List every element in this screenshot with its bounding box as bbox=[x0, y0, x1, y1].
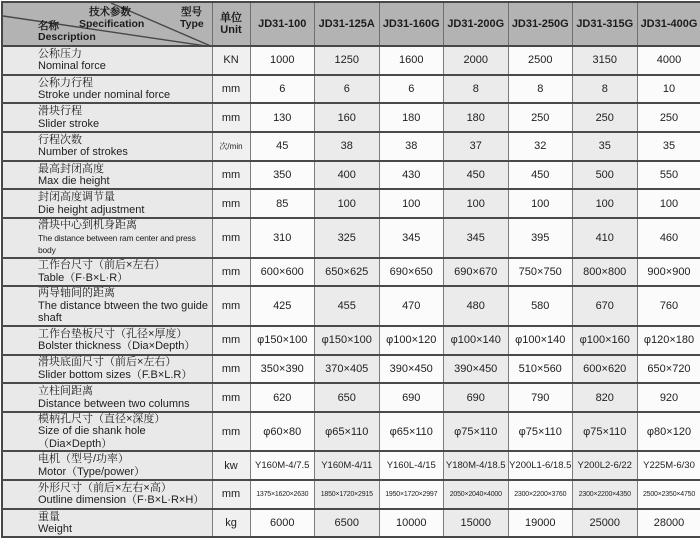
value-cell: 400 bbox=[315, 161, 380, 190]
value-cell: 250 bbox=[508, 103, 573, 132]
value-cell: 650×625 bbox=[315, 258, 380, 287]
value-cell: φ65×110 bbox=[379, 412, 444, 452]
value-cell: 1850×1720×2915 bbox=[315, 480, 380, 509]
row-label-cn: 滑块中心到机身距离 bbox=[38, 219, 137, 232]
model-header-5: JD31-250G bbox=[508, 2, 573, 46]
row-label-en: Slider stroke bbox=[38, 117, 100, 130]
value-cell: φ100×160 bbox=[573, 326, 638, 355]
value-cell: φ75×110 bbox=[444, 412, 509, 452]
value-cell: 390×450 bbox=[444, 355, 509, 384]
value-cell: 45 bbox=[250, 132, 315, 161]
value-cell: 6 bbox=[315, 75, 380, 104]
table-row bbox=[2, 258, 700, 287]
value-cell: 100 bbox=[508, 189, 573, 218]
value-cell: 650 bbox=[315, 383, 380, 412]
value-cell: 100 bbox=[637, 189, 700, 218]
row-label bbox=[2, 451, 212, 480]
value-cell: Y200L1-6/18.5 bbox=[508, 451, 573, 480]
value-cell: 430 bbox=[379, 161, 444, 190]
row-label-cn: 工作台尺寸（前后×左右） bbox=[38, 259, 166, 272]
value-cell: 2500 bbox=[508, 46, 573, 75]
row-label-en: Distance between two columns bbox=[38, 397, 190, 410]
value-cell: 690 bbox=[379, 383, 444, 412]
value-cell: 6000 bbox=[250, 509, 315, 538]
row-label bbox=[2, 480, 212, 509]
value-cell: 410 bbox=[573, 218, 638, 258]
table-row bbox=[2, 355, 700, 384]
row-label-cn: 封闭高度调节量 bbox=[38, 191, 115, 204]
value-cell: 670 bbox=[573, 286, 638, 326]
value-cell: 180 bbox=[379, 103, 444, 132]
row-unit: mm bbox=[212, 355, 250, 384]
value-cell: 450 bbox=[508, 161, 573, 190]
value-cell: Y160M-4/11 bbox=[315, 451, 380, 480]
row-label-cn: 重量 bbox=[38, 510, 60, 523]
value-cell: 10000 bbox=[379, 509, 444, 538]
corner-name-cn: 名称 bbox=[38, 20, 59, 32]
row-label-cn: 工作台垫板尺寸（孔径×厚度） bbox=[38, 327, 188, 340]
corner-header-cell bbox=[2, 2, 212, 46]
value-cell: 500 bbox=[573, 161, 638, 190]
row-label-en: The distance btween the two guide shaft bbox=[38, 299, 209, 325]
row-label bbox=[2, 509, 212, 538]
corner-name-en: Description bbox=[38, 31, 96, 43]
value-cell: 800×800 bbox=[573, 258, 638, 287]
value-cell: 350 bbox=[250, 161, 315, 190]
value-cell: 250 bbox=[637, 103, 700, 132]
row-unit: mm bbox=[212, 286, 250, 326]
value-cell: 8 bbox=[508, 75, 573, 104]
value-cell: 650×720 bbox=[637, 355, 700, 384]
value-cell: 1950×1720×2997 bbox=[379, 480, 444, 509]
row-unit: mm bbox=[212, 480, 250, 509]
value-cell: 820 bbox=[573, 383, 638, 412]
value-cell: 425 bbox=[250, 286, 315, 326]
table-row bbox=[2, 75, 700, 104]
model-header-2: JD31-125A bbox=[315, 2, 380, 46]
row-label bbox=[2, 75, 212, 104]
value-cell: 345 bbox=[444, 218, 509, 258]
table-row bbox=[2, 326, 700, 355]
table-row bbox=[2, 412, 700, 452]
value-cell: 350×390 bbox=[250, 355, 315, 384]
corner-type-en: Type bbox=[180, 18, 204, 30]
row-label-en: Max die height bbox=[38, 175, 110, 188]
value-cell: 19000 bbox=[508, 509, 573, 538]
value-cell: φ75×110 bbox=[508, 412, 573, 452]
row-label-cn: 立柱间距离 bbox=[38, 385, 93, 398]
model-header-6: JD31-315G bbox=[573, 2, 638, 46]
row-unit: kw bbox=[212, 451, 250, 480]
value-cell: 600×620 bbox=[573, 355, 638, 384]
table-row bbox=[2, 383, 700, 412]
value-cell: 390×450 bbox=[379, 355, 444, 384]
row-label-cn: 电机（型号/功率） bbox=[38, 453, 130, 466]
value-cell: 470 bbox=[379, 286, 444, 326]
row-label-en: The distance between ram center and press body bbox=[38, 232, 196, 256]
table-row bbox=[2, 480, 700, 509]
value-cell: 100 bbox=[315, 189, 380, 218]
header-row bbox=[2, 2, 700, 46]
row-label-cn: 公称力行程 bbox=[38, 76, 93, 89]
value-cell: 3150 bbox=[573, 46, 638, 75]
value-cell: 100 bbox=[444, 189, 509, 218]
value-cell: 8 bbox=[573, 75, 638, 104]
value-cell: 38 bbox=[379, 132, 444, 161]
row-label-cn: 两导轴间的距离 bbox=[38, 287, 115, 300]
row-label bbox=[2, 412, 212, 452]
row-unit: mm bbox=[212, 103, 250, 132]
value-cell: Y180M-4/18.5 bbox=[444, 451, 509, 480]
value-cell: 900×900 bbox=[637, 258, 700, 287]
value-cell: 180 bbox=[444, 103, 509, 132]
value-cell: 10 bbox=[637, 75, 700, 104]
table-row bbox=[2, 509, 700, 538]
value-cell: 345 bbox=[379, 218, 444, 258]
value-cell: 790 bbox=[508, 383, 573, 412]
value-cell: 1250 bbox=[315, 46, 380, 75]
value-cell: 6 bbox=[250, 75, 315, 104]
value-cell: 25000 bbox=[573, 509, 638, 538]
row-unit: kg bbox=[212, 509, 250, 538]
value-cell: 310 bbox=[250, 218, 315, 258]
value-cell: 460 bbox=[637, 218, 700, 258]
value-cell: φ150×100 bbox=[250, 326, 315, 355]
row-unit: mm bbox=[212, 326, 250, 355]
row-unit: 次/min bbox=[212, 132, 250, 161]
value-cell: 450 bbox=[444, 161, 509, 190]
row-label bbox=[2, 286, 212, 326]
value-cell: 1600 bbox=[379, 46, 444, 75]
value-cell: φ65×110 bbox=[315, 412, 380, 452]
row-unit: mm bbox=[212, 189, 250, 218]
row-unit: mm bbox=[212, 161, 250, 190]
value-cell: φ100×120 bbox=[379, 326, 444, 355]
value-cell: 2050×2040×4000 bbox=[444, 480, 509, 509]
value-cell: 100 bbox=[573, 189, 638, 218]
value-cell: 510×560 bbox=[508, 355, 573, 384]
value-cell: φ150×100 bbox=[315, 326, 380, 355]
value-cell: 32 bbox=[508, 132, 573, 161]
value-cell: 760 bbox=[637, 286, 700, 326]
row-label-cn: 最高封闭高度 bbox=[38, 162, 104, 175]
value-cell: 480 bbox=[444, 286, 509, 326]
value-cell: 35 bbox=[573, 132, 638, 161]
table-row bbox=[2, 132, 700, 161]
row-label-cn: 行程次数 bbox=[38, 133, 82, 146]
model-header-4: JD31-200G bbox=[444, 2, 509, 46]
row-label bbox=[2, 161, 212, 190]
row-label bbox=[2, 103, 212, 132]
model-header-3: JD31-160G bbox=[379, 2, 444, 46]
unit-header-en: Unit bbox=[220, 24, 242, 36]
value-cell: 4000 bbox=[637, 46, 700, 75]
value-cell: Y160L-4/15 bbox=[379, 451, 444, 480]
value-cell: 15000 bbox=[444, 509, 509, 538]
row-unit: mm bbox=[212, 75, 250, 104]
value-cell: 2500×2350×4750 bbox=[637, 480, 700, 509]
value-cell: 600×600 bbox=[250, 258, 315, 287]
value-cell: φ75×110 bbox=[573, 412, 638, 452]
table-row bbox=[2, 46, 700, 75]
row-label-cn: 外形尺寸（前后×左右×高） bbox=[38, 481, 172, 494]
value-cell: 1000 bbox=[250, 46, 315, 75]
value-cell: 2300×2200×4350 bbox=[573, 480, 638, 509]
table-row bbox=[2, 451, 700, 480]
value-cell: 1375×1620×2630 bbox=[250, 480, 315, 509]
value-cell: 100 bbox=[379, 189, 444, 218]
value-cell: Y200L2-6/22 bbox=[573, 451, 638, 480]
row-label-en: Table（F·B×L·R） bbox=[38, 271, 129, 284]
value-cell: Y225M-6/30 bbox=[637, 451, 700, 480]
value-cell: 750×750 bbox=[508, 258, 573, 287]
table-row bbox=[2, 218, 700, 258]
row-label bbox=[2, 355, 212, 384]
row-label-cn: 滑块底面尺寸（前后×左右） bbox=[38, 356, 177, 369]
value-cell: 37 bbox=[444, 132, 509, 161]
model-header-7: JD31-400G bbox=[637, 2, 700, 46]
value-cell: 6500 bbox=[315, 509, 380, 538]
row-unit: KN bbox=[212, 46, 250, 75]
corner-spec-en: Specification bbox=[79, 18, 145, 30]
row-label-en: Size of die shank hole（Dia×Depth） bbox=[38, 425, 146, 450]
value-cell: φ100×140 bbox=[508, 326, 573, 355]
row-label bbox=[2, 218, 212, 258]
model-header-1: JD31-100 bbox=[250, 2, 315, 46]
unit-column-header bbox=[212, 2, 250, 46]
row-label-cn: 滑块行程 bbox=[38, 105, 82, 118]
value-cell: φ80×120 bbox=[637, 412, 700, 452]
row-label-en: Slider bottom sizes（F.B×L.R） bbox=[38, 368, 193, 381]
value-cell: 690 bbox=[444, 383, 509, 412]
row-label bbox=[2, 258, 212, 287]
table-row bbox=[2, 103, 700, 132]
value-cell: 250 bbox=[573, 103, 638, 132]
row-label-en: Weight bbox=[38, 523, 73, 536]
row-label bbox=[2, 46, 212, 75]
value-cell: 160 bbox=[315, 103, 380, 132]
table-row bbox=[2, 189, 700, 218]
row-unit: mm bbox=[212, 218, 250, 258]
corner-type-cn: 型号 bbox=[181, 6, 202, 18]
row-label bbox=[2, 326, 212, 355]
table-row bbox=[2, 161, 700, 190]
row-label-en: Stroke under nominal force bbox=[38, 89, 171, 102]
row-label-en: Bolster thickness（Dia×Depth） bbox=[38, 340, 196, 353]
value-cell: 2000 bbox=[444, 46, 509, 75]
row-label bbox=[2, 189, 212, 218]
value-cell: 6 bbox=[379, 75, 444, 104]
table-row bbox=[2, 286, 700, 326]
value-cell: 38 bbox=[315, 132, 380, 161]
row-label-cn: 模柄孔尺寸（直径×深度） bbox=[38, 412, 166, 425]
row-label bbox=[2, 132, 212, 161]
value-cell: 690×670 bbox=[444, 258, 509, 287]
value-cell: 28000 bbox=[637, 509, 700, 538]
row-label-cn: 公称压力 bbox=[38, 47, 82, 60]
value-cell: 370×405 bbox=[315, 355, 380, 384]
value-cell: 690×650 bbox=[379, 258, 444, 287]
row-unit: mm bbox=[212, 412, 250, 452]
value-cell: Y160M-4/7.5 bbox=[250, 451, 315, 480]
row-label-en: Die height adjustment bbox=[38, 203, 145, 216]
value-cell: 395 bbox=[508, 218, 573, 258]
row-unit: mm bbox=[212, 383, 250, 412]
value-cell: 920 bbox=[637, 383, 700, 412]
corner-spec-cn: 技术参数 bbox=[89, 6, 131, 18]
value-cell: 130 bbox=[250, 103, 315, 132]
row-label-en: Outline dimension（F·B×L·R×H） bbox=[38, 494, 205, 507]
specification-table bbox=[1, 1, 700, 538]
unit-header-cn: 单位 bbox=[220, 12, 242, 24]
value-cell: 455 bbox=[315, 286, 380, 326]
row-label-en: Nominal force bbox=[38, 60, 106, 73]
value-cell: φ100×140 bbox=[444, 326, 509, 355]
value-cell: 2300×2200×3760 bbox=[508, 480, 573, 509]
row-label bbox=[2, 383, 212, 412]
value-cell: 550 bbox=[637, 161, 700, 190]
value-cell: 325 bbox=[315, 218, 380, 258]
value-cell: φ60×80 bbox=[250, 412, 315, 452]
row-label-en: Number of strokes bbox=[38, 146, 128, 159]
value-cell: 620 bbox=[250, 383, 315, 412]
value-cell: 85 bbox=[250, 189, 315, 218]
value-cell: 35 bbox=[637, 132, 700, 161]
row-label-en: Motor（Type/power） bbox=[38, 465, 145, 478]
row-unit: mm bbox=[212, 258, 250, 287]
value-cell: 8 bbox=[444, 75, 509, 104]
value-cell: φ120×180 bbox=[637, 326, 700, 355]
value-cell: 580 bbox=[508, 286, 573, 326]
